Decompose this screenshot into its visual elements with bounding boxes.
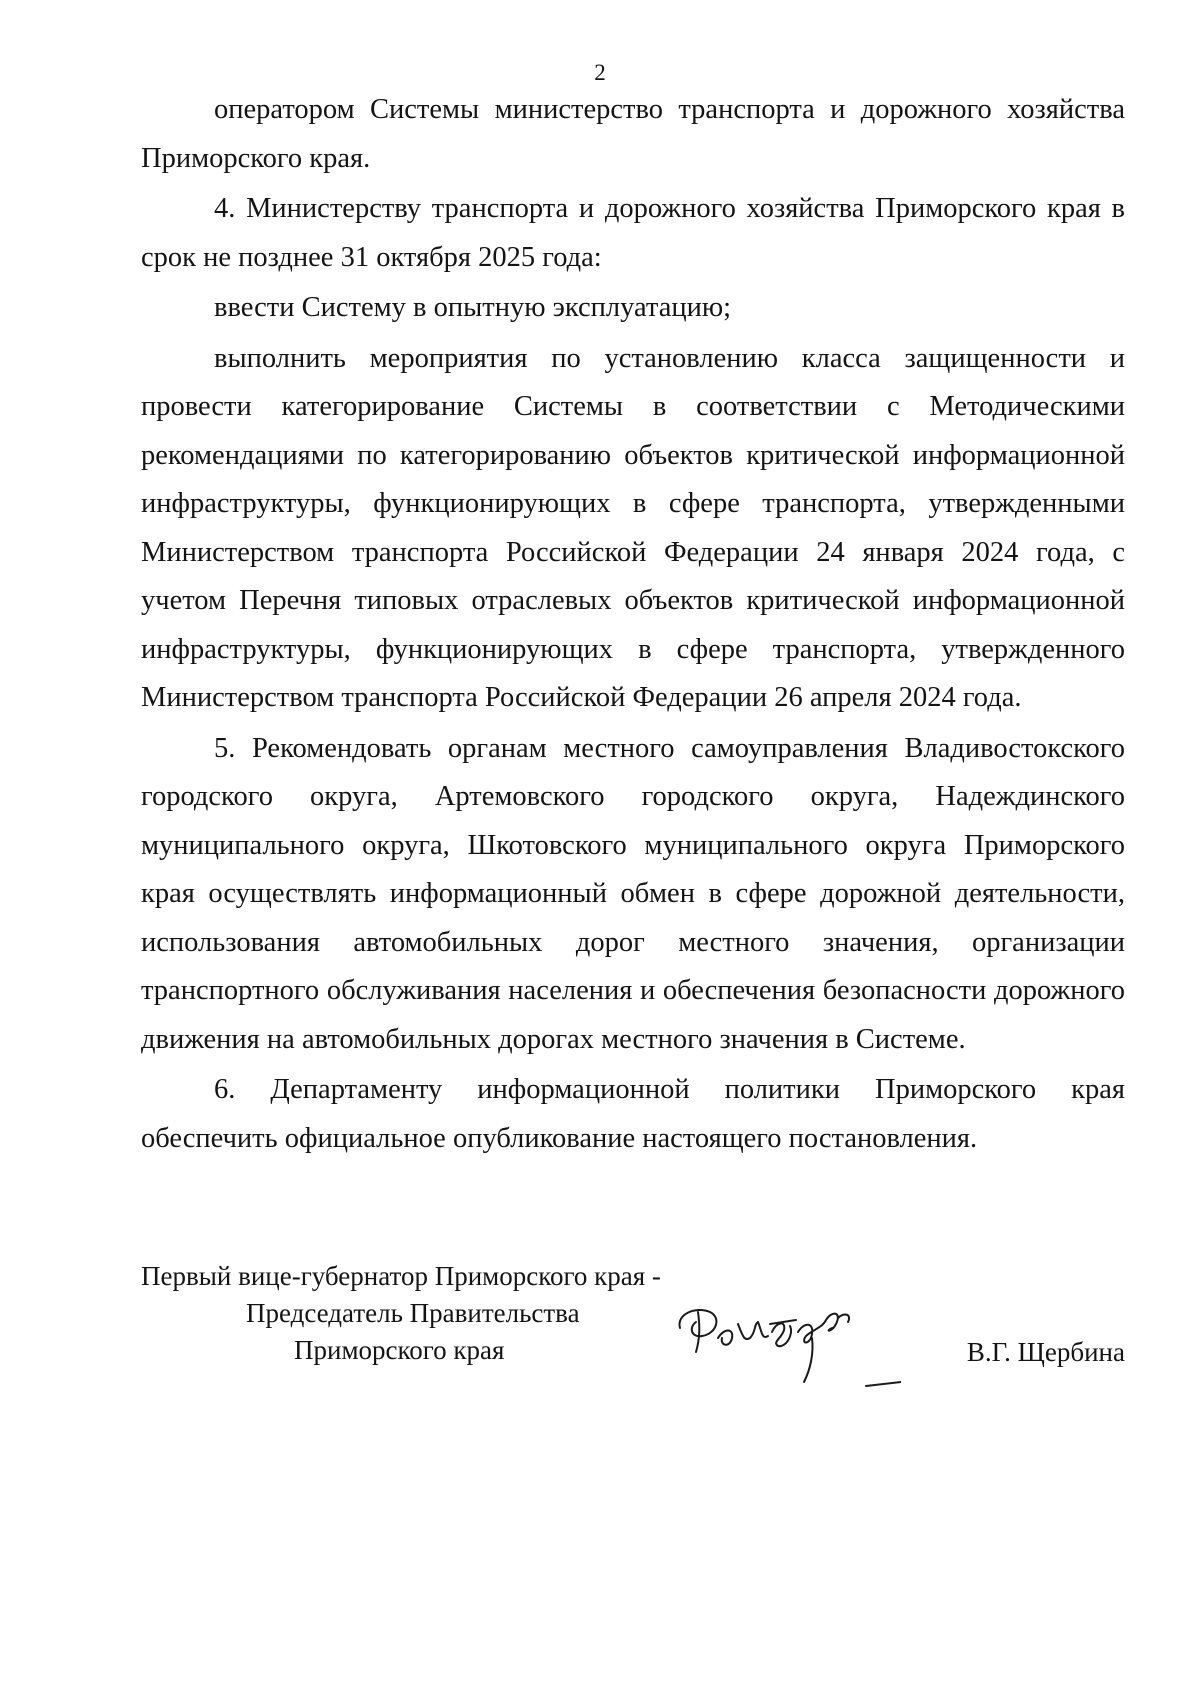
page-number: 2: [594, 60, 606, 85]
paragraph-item-4-subitem-2: выполнить мероприятия по установлению класса защищенности и провести категорирование Системы в соответствии с Методическими рекомендациями по категорированию объектов критической информационной инфраструктуры, функционирующих в сфере транспорта, утвержденными Министерством транспорта Российской Федерации 24 января 2024 года, с учетом Перечня типовых отраслевых объектов критической информационной инфраструктуры, функционирующих в сфере транспорта, утвержденного Министерством транспорта Российской Федерации 26 апреля 2024 года.: [141, 342, 1125, 713]
signatory-title-line-3: Приморского края: [294, 1335, 505, 1365]
paragraph-item-6: 6. Департаменту информационной политики Приморского края обеспечить официальное опубликование настоящего постановления.: [141, 1074, 1125, 1154]
paragraph-item-4-subitem-1: ввести Систему в опытную эксплуатацию;: [214, 292, 732, 323]
signatory-title-line-2: Председатель Правительства: [246, 1298, 580, 1328]
handwritten-signature: [666, 1282, 901, 1392]
signatory-title-line-1: Первый вице-губернатор Приморского края -: [141, 1261, 661, 1291]
signatory-name: В.Г. Щербина: [966, 1337, 1125, 1367]
signature-block: [141, 1258, 1125, 1418]
paragraph-item-5: 5. Рекомендовать органам местного самоуправления Владивостокского городского округа, Артемовского городского округа, Надеждинского муниципального округа, Шкотовского муниципального округа Приморского края осуществлять информационный обмен в сфере дорожной деятельности, использования автомобильных дорог местного значения, организации транспортного обслуживания населения и обеспечения безопасности дорожного движения на автомобильных дорогах местного значения в Системе.: [141, 732, 1125, 1055]
paragraph-continuation: оператором Системы министерство транспорта и дорожного хозяйства Приморского края.: [141, 94, 1125, 174]
document-body: [141, 86, 1125, 1165]
paragraph-item-4: 4. Министерству транспорта и дорожного хозяйства Приморского края в срок не позднее 31 октября 2025 года:: [141, 193, 1125, 273]
